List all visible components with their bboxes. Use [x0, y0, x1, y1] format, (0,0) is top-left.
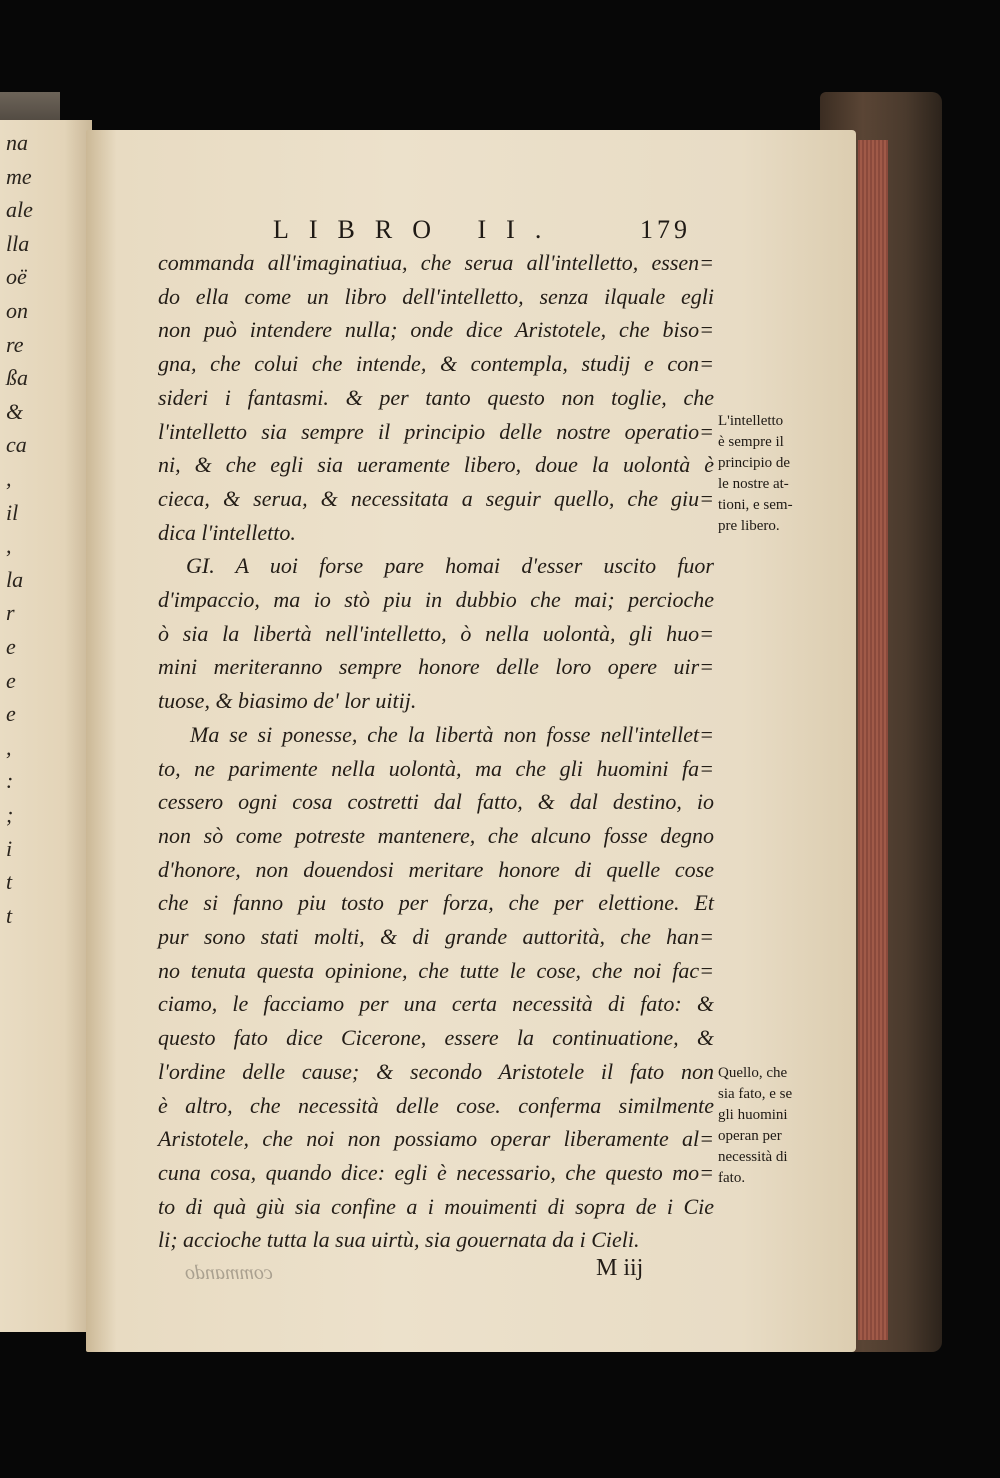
margin-note-line: principio de — [718, 455, 791, 471]
left-page-fragment: re — [6, 331, 24, 357]
left-page-fragment: lla — [6, 230, 30, 256]
text-line: cessero ogni cosa costretti dal fatto, & dal destino, io — [158, 789, 714, 815]
text-line: ò sia la libertà nell'intelletto, ò nella uolontà, gli huo= — [158, 620, 714, 646]
text-line: dica l'intelletto. — [158, 519, 296, 545]
text-line: sideri i fantasmi. & per tanto questo non toglie, che — [158, 384, 714, 410]
left-page-fragment: & — [6, 398, 24, 424]
margin-note-line: tioni, e sem- — [718, 497, 793, 513]
left-page-fragment: t — [6, 902, 13, 928]
text-line: commanda all'imaginatiua, che serua all'intelletto, essen= — [158, 250, 714, 275]
left-page-fragment: la — [6, 566, 24, 592]
margin-note-line: le nostre at- — [718, 476, 789, 492]
margin-note-line: fato. — [718, 1170, 746, 1186]
left-page-fragment: ale — [6, 197, 33, 223]
gathering-signature: M iij — [596, 1255, 644, 1281]
text-line: tuose, & biasimo de' lor uitij. — [158, 688, 417, 714]
text-line: do ella come un libro dell'intelletto, senza ilquale egli — [158, 283, 714, 309]
left-page-fragment: t — [6, 869, 13, 895]
show-through-text: commando — [185, 1262, 273, 1284]
left-page-fragment: , — [6, 533, 12, 559]
margin-note-line: pre libero. — [718, 518, 780, 534]
left-page-fragment: oë — [6, 264, 27, 290]
left-page-fragment: na — [6, 130, 28, 155]
left-page-fragment: on — [6, 298, 28, 323]
left-page-fragment: i — [6, 835, 13, 861]
margin-note-line: Quello, che — [718, 1065, 788, 1081]
text-line: d'impaccio, ma io stò piu in dubbio che mai; percioche — [158, 587, 714, 612]
left-page-fragment: : — [6, 768, 14, 794]
left-page-fragment: , — [6, 734, 12, 760]
page-number: 179 — [640, 215, 691, 244]
left-page-fragment: me — [6, 163, 32, 189]
margin-note-line: necessità di — [718, 1149, 788, 1165]
text-line: li; accioche tutta la sua uirtù, sia gouernata da i Cieli. — [158, 1227, 640, 1253]
margin-note-line: L'intelletto — [718, 413, 784, 429]
text-line: che si fanno piu tosto per forza, che per elettione. Et — [158, 890, 714, 916]
text-line: cuna cosa, quando dice: egli è necessario, che questo mo= — [158, 1159, 714, 1185]
margin-note-line: è sempre il — [718, 434, 784, 450]
text-line: ni, & che egli sia ueramente libero, doue la uolontà è — [158, 452, 714, 478]
text-line: to, ne parimente nella uolontà, ma che gli huomini fa= — [158, 755, 714, 781]
text-line: non sò come potreste mantenere, che alcuno fosse degno — [158, 822, 714, 848]
text-line: non può intendere nulla; onde dice Aristotele, che biso= — [158, 317, 714, 343]
text-line: l'ordine delle cause; & secondo Aristotele il fato non — [158, 1058, 714, 1084]
text-line: to di quà giù sia confine a i mouimenti di sopra de i Cie — [158, 1193, 714, 1219]
text-line: ciamo, le facciamo per una certa necessità di fato: & — [158, 991, 714, 1017]
text-line: gna, che colui che intende, & contempla, studij e con= — [158, 351, 714, 377]
text-line: cieca, & serua, & necessitata a seguir quello, che giu= — [158, 485, 714, 511]
left-page-fragment: ca — [6, 432, 27, 458]
text-line: d'honore, non douendosi meritare honore di quelle cose — [158, 856, 714, 882]
left-page — [0, 120, 92, 1332]
text-line: Ma se si ponesse, che la libertà non fosse nell'intellet= — [190, 721, 714, 747]
left-page-fragment: ; — [6, 802, 14, 827]
left-page-fragment: r — [6, 600, 15, 626]
left-page-fragment: ßa — [6, 365, 28, 391]
text-line: mini meriteranno sempre honore delle loro opere uir= — [158, 654, 714, 680]
left-page-fragment: e — [6, 701, 16, 727]
margin-note-line: sia fato, e se — [718, 1086, 793, 1102]
left-page-fragment: e — [6, 667, 16, 693]
text-line: è altro, che necessità delle cose. conferma similmente — [158, 1092, 714, 1118]
text-line: l'intelletto sia sempre il principio delle nostre operatio= — [158, 418, 714, 444]
left-page-fragment: , — [6, 466, 12, 491]
text-line: questo fato dice Cicerone, essere la continuatione, & — [158, 1025, 714, 1051]
text-line: no tenuta questa opinione, che tutte le cose, che noi fac= — [158, 957, 714, 983]
left-page-fragment: il — [6, 499, 19, 525]
page-edges — [858, 140, 888, 1340]
text-line: GI. A uoi forse pare homai d'esser uscito fuor — [186, 553, 714, 579]
text-line: pur sono stati molti, & di grande auttorità, che han= — [158, 924, 714, 949]
left-page-fragment: e — [6, 634, 16, 659]
running-head: LIBRO II. — [273, 215, 562, 244]
margin-note-line: operan per — [718, 1128, 782, 1144]
margin-note-line: gli huomini — [718, 1107, 788, 1123]
text-line: Aristotele, che noi non possiamo operar liberamente al= — [158, 1126, 714, 1152]
